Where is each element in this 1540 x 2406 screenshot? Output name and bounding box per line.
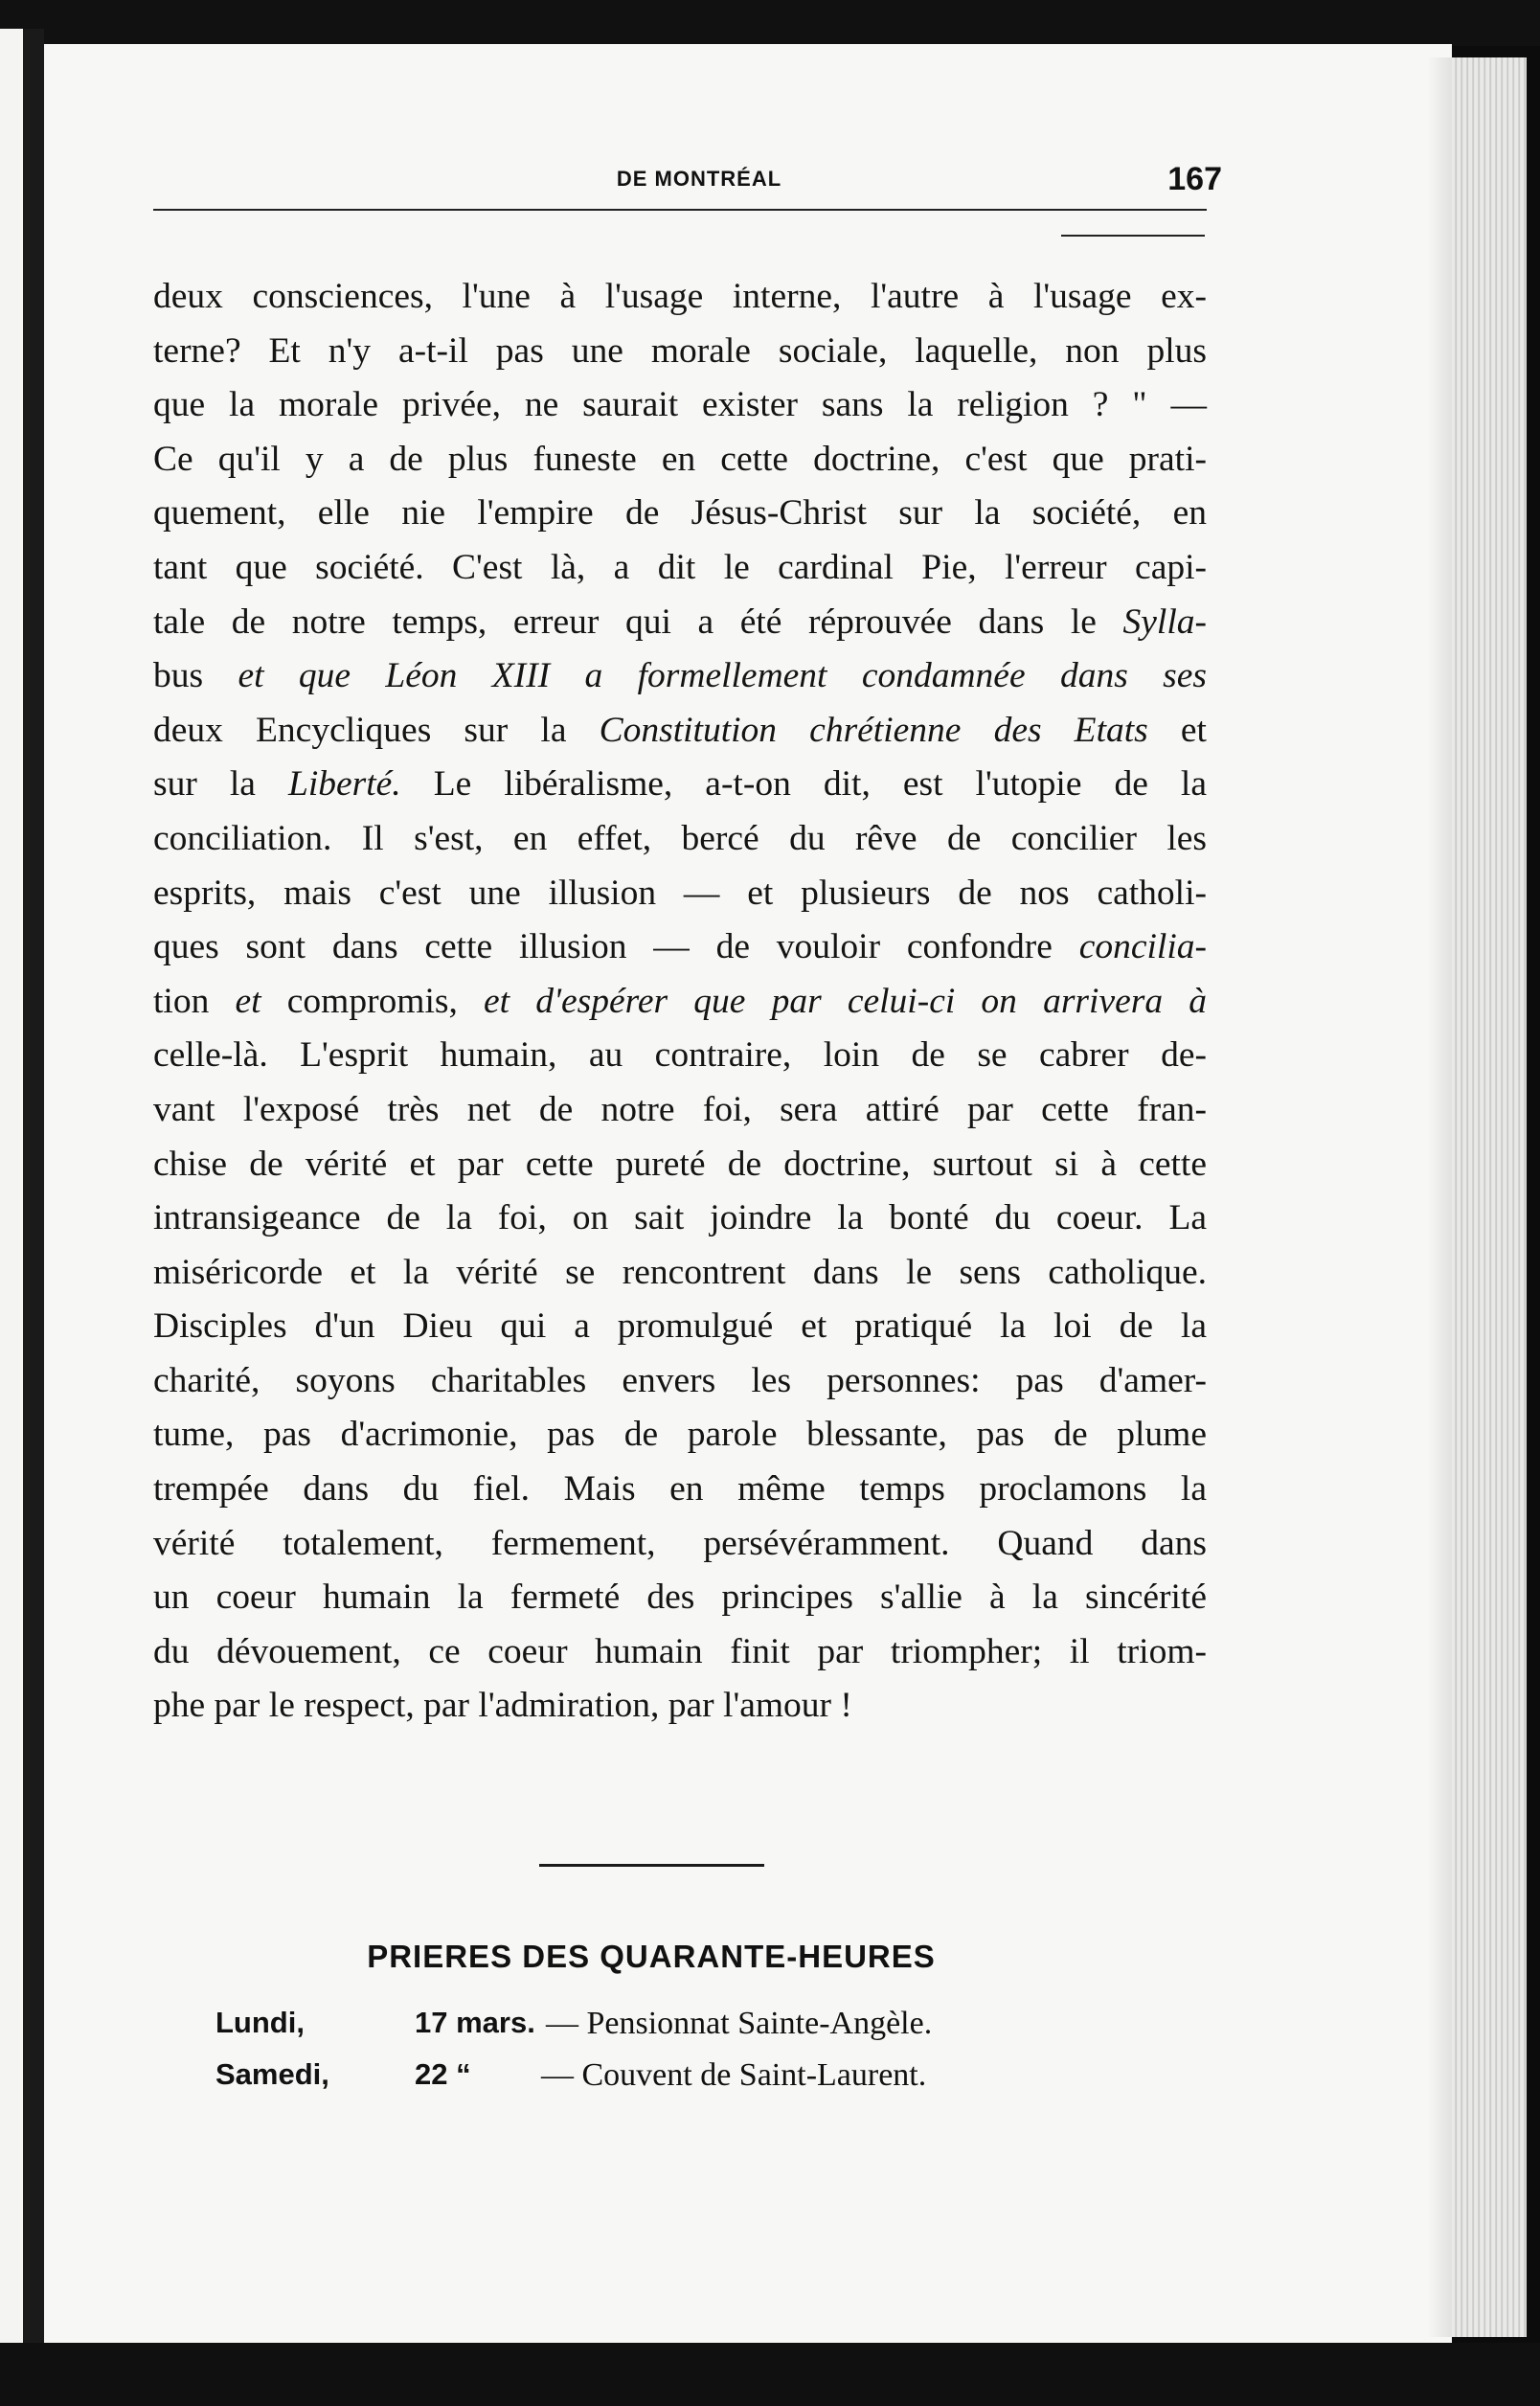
schedule-place: — Pensionnat Sainte-Angèle. [546, 2006, 933, 2041]
text-line [153, 1083, 1207, 1138]
text-line [153, 704, 1207, 759]
text-segment: quement, elle nie l'empire de Jésus-Christ sur la société, en [153, 493, 1207, 533]
italic-text: et d'espérer que par celui-ci on arrivera à [457, 981, 1207, 1021]
schedule-list [215, 2006, 1077, 2109]
text-line [153, 812, 1207, 867]
text-segment: celle-là. L'esprit humain, au contraire, loin de se cabrer de- [153, 1035, 1207, 1076]
text-line [153, 1029, 1207, 1083]
text-line [153, 1138, 1207, 1192]
text-line [153, 1571, 1207, 1625]
schedule-day: Samedi, [215, 2057, 329, 2091]
text-segment: esprits, mais c'est une illusion — et plusieurs de nos catholi- [153, 873, 1207, 913]
italic-text: Constitution chrétienne des Etats [599, 710, 1148, 750]
text-segment: un coeur humain la fermeté des principes s'allie à la sincérité [153, 1578, 1207, 1618]
text-segment: deux consciences, l'une à l'usage interne, l'autre à l'usage ex- [153, 277, 1207, 316]
text-line [153, 378, 1207, 433]
text-segment: tume, pas d'acrimonie, pas de parole blessante, pas de plume [153, 1415, 1207, 1455]
italic-text: Liberté. [287, 764, 401, 805]
book-spine-shadow [23, 29, 44, 2366]
text-line [153, 975, 1207, 1030]
text-segment: tale de notre temps, erreur qui a été réprouvée dans le [153, 602, 1123, 642]
text-line [153, 1463, 1207, 1517]
text-line [153, 1246, 1207, 1301]
body-paragraph [153, 270, 1207, 1734]
italic-text: et [209, 981, 287, 1021]
text-segment: trempée dans du fiel. Mais en même temps proclamons la [153, 1469, 1207, 1509]
stacked-page-edges [1452, 57, 1527, 2337]
text-line [153, 325, 1207, 379]
text-segment: charité, soyons charitables envers les personnes: pas d'amer- [153, 1360, 1207, 1400]
text-segment: Ce qu'il y a de plus funeste en cette doctrine, c'est que prati- [153, 439, 1207, 479]
text-line [153, 596, 1207, 650]
page-number: 167 [1167, 161, 1222, 197]
text-segment: miséricorde et la vérité se rencontrent dans le sens catholique. [153, 1252, 1207, 1292]
facing-page-edge [0, 29, 23, 2366]
italic-text: et que Léon XIII a formellement condamnée dans ses [203, 656, 1207, 696]
text-segment: conciliation. Il s'est, en effet, bercé du rêve de concilier les [153, 818, 1207, 858]
text-line [153, 433, 1207, 488]
text-line [153, 1679, 1207, 1734]
text-segment: tion [153, 981, 210, 1021]
text-segment: compromis, [286, 981, 458, 1021]
text-line [153, 270, 1207, 325]
schedule-row [215, 2057, 1077, 2109]
header-rule-short [1061, 235, 1205, 237]
italic-text: Sylla- [1122, 602, 1207, 642]
text-line [153, 1192, 1207, 1246]
text-segment: deux Encycliques sur la [153, 710, 600, 750]
text-line [153, 649, 1207, 704]
text-line [153, 487, 1207, 541]
running-head [153, 161, 1222, 199]
text-line [153, 758, 1207, 812]
text-line [153, 1408, 1207, 1463]
text-segment: chise de vérité et par cette pureté de doctrine, surtout si à cette [153, 1144, 1207, 1184]
text-segment: du dévouement, ce coeur humain finit par triompher; il triom- [153, 1631, 1207, 1671]
text-segment: phe par le respect, par l'admiration, par l'amour ! [153, 1686, 852, 1726]
scan-bottom-edge [0, 2343, 1540, 2406]
running-title: DE MONTRÉAL [616, 167, 782, 191]
text-line [153, 920, 1207, 975]
text-segment: vant l'exposé très net de notre foi, sera attiré par cette fran- [153, 1089, 1207, 1129]
schedule-day: Lundi, [215, 2006, 305, 2039]
text-line [153, 1517, 1207, 1572]
text-line [153, 1300, 1207, 1354]
text-segment: et [1147, 710, 1207, 750]
text-segment: sur la [153, 764, 288, 805]
text-segment: terne? Et n'y a-t-il pas une morale sociale, laquelle, non plus [153, 330, 1207, 371]
schedule-date: 17 mars. [415, 2006, 535, 2039]
text-segment: que la morale privée, ne saurait exister sans la religion ? " — [153, 385, 1207, 425]
text-line [153, 541, 1207, 596]
schedule-date: 22 “ [415, 2057, 471, 2091]
text-segment: Disciples d'un Dieu qui a promulgué et pratiqué la loi de la [153, 1306, 1207, 1347]
text-segment: ques sont dans cette illusion — de vouloir confondre [153, 927, 1079, 967]
scan-top-edge [0, 0, 1540, 46]
section-divider [539, 1864, 764, 1867]
text-line [153, 1354, 1207, 1409]
schedule-place: — Couvent de Saint-Laurent. [541, 2057, 927, 2093]
text-line [153, 1625, 1207, 1680]
text-line [153, 867, 1207, 921]
text-segment: intransigeance de la foi, on sait joindre la bonté du coeur. La [153, 1198, 1207, 1238]
text-segment: tant que société. C'est là, a dit le cardinal Pie, l'erreur capi- [153, 547, 1207, 587]
italic-text: concilia- [1078, 927, 1207, 967]
schedule-row [215, 2006, 1077, 2057]
header-rule [153, 209, 1207, 211]
text-segment: Le libéralisme, a-t-on dit, est l'utopie de la [400, 764, 1207, 805]
text-segment: vérité totalement, fermement, persévéramment. Quand dans [153, 1523, 1207, 1563]
text-segment: bus [153, 656, 204, 696]
notice-title: PRIERES DES QUARANTE-HEURES [367, 1939, 936, 1974]
